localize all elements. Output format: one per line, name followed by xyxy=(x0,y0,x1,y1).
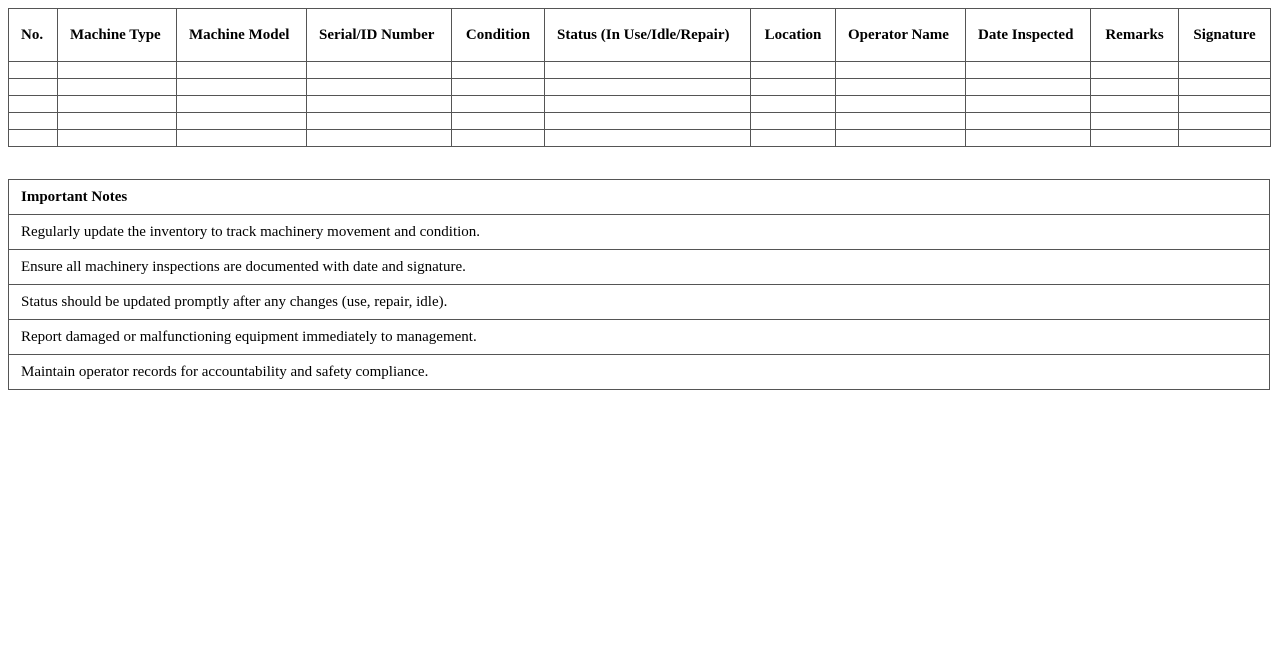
table-cell[interactable] xyxy=(177,62,307,79)
header-machine-model: Machine Model xyxy=(177,9,307,62)
table-cell[interactable] xyxy=(177,79,307,96)
note-item: Report damaged or malfunctioning equipment immediately to management. xyxy=(9,320,1270,355)
note-item: Status should be updated promptly after any changes (use, repair, idle). xyxy=(9,285,1270,320)
table-row xyxy=(9,96,1271,113)
inventory-header-row xyxy=(9,9,1271,62)
table-cell[interactable] xyxy=(966,96,1091,113)
header-operator-name: Operator Name xyxy=(836,9,966,62)
table-cell[interactable] xyxy=(9,130,58,147)
table-cell[interactable] xyxy=(307,113,452,130)
table-cell[interactable] xyxy=(545,130,751,147)
table-cell[interactable] xyxy=(1091,79,1179,96)
table-cell[interactable] xyxy=(58,113,177,130)
notes-title: Important Notes xyxy=(9,180,1270,215)
note-item: Ensure all machinery inspections are documented with date and signature. xyxy=(9,250,1270,285)
table-cell[interactable] xyxy=(452,96,545,113)
table-cell[interactable] xyxy=(58,62,177,79)
table-cell[interactable] xyxy=(1179,96,1271,113)
table-cell[interactable] xyxy=(1179,130,1271,147)
table-row xyxy=(9,79,1271,96)
table-cell[interactable] xyxy=(177,130,307,147)
header-condition: Condition xyxy=(452,9,545,62)
header-status: Status (In Use/Idle/Repair) xyxy=(545,9,751,62)
table-cell[interactable] xyxy=(836,113,966,130)
table-cell[interactable] xyxy=(836,62,966,79)
table-cell[interactable] xyxy=(452,130,545,147)
table-cell[interactable] xyxy=(307,79,452,96)
table-cell[interactable] xyxy=(836,96,966,113)
table-cell[interactable] xyxy=(751,79,836,96)
table-cell[interactable] xyxy=(751,62,836,79)
header-serial-id-number: Serial/ID Number xyxy=(307,9,452,62)
table-cell[interactable] xyxy=(751,96,836,113)
table-cell[interactable] xyxy=(966,130,1091,147)
table-cell[interactable] xyxy=(1179,79,1271,96)
table-cell[interactable] xyxy=(307,96,452,113)
table-cell[interactable] xyxy=(1091,130,1179,147)
header-date-inspected: Date Inspected xyxy=(966,9,1091,62)
table-cell[interactable] xyxy=(1091,96,1179,113)
table-cell[interactable] xyxy=(177,96,307,113)
table-cell[interactable] xyxy=(966,113,1091,130)
header-signature: Signature xyxy=(1179,9,1271,62)
table-cell[interactable] xyxy=(9,113,58,130)
note-item: Maintain operator records for accountability and safety compliance. xyxy=(9,355,1270,390)
table-cell[interactable] xyxy=(307,62,452,79)
table-cell[interactable] xyxy=(1179,62,1271,79)
table-cell[interactable] xyxy=(452,79,545,96)
table-cell[interactable] xyxy=(58,96,177,113)
table-cell[interactable] xyxy=(177,113,307,130)
machinery-inventory-table xyxy=(8,8,1271,147)
table-cell[interactable] xyxy=(545,79,751,96)
table-cell[interactable] xyxy=(452,62,545,79)
table-cell[interactable] xyxy=(751,130,836,147)
header-no: No. xyxy=(9,9,58,62)
table-cell[interactable] xyxy=(1091,113,1179,130)
table-cell[interactable] xyxy=(966,62,1091,79)
table-row xyxy=(9,62,1271,79)
table-cell[interactable] xyxy=(545,113,751,130)
table-cell[interactable] xyxy=(9,62,58,79)
table-cell[interactable] xyxy=(751,113,836,130)
table-cell[interactable] xyxy=(545,62,751,79)
note-item: Regularly update the inventory to track machinery movement and condition. xyxy=(9,215,1270,250)
table-cell[interactable] xyxy=(58,130,177,147)
header-remarks: Remarks xyxy=(1091,9,1179,62)
table-cell[interactable] xyxy=(836,79,966,96)
table-cell[interactable] xyxy=(966,79,1091,96)
header-location: Location xyxy=(751,9,836,62)
important-notes-table xyxy=(8,179,1270,390)
inventory-body xyxy=(9,62,1271,147)
header-machine-type: Machine Type xyxy=(58,9,177,62)
table-cell[interactable] xyxy=(9,79,58,96)
table-cell[interactable] xyxy=(545,96,751,113)
table-cell[interactable] xyxy=(836,130,966,147)
table-cell[interactable] xyxy=(1179,113,1271,130)
table-cell[interactable] xyxy=(452,113,545,130)
table-cell[interactable] xyxy=(307,130,452,147)
table-cell[interactable] xyxy=(58,79,177,96)
table-cell[interactable] xyxy=(9,96,58,113)
table-cell[interactable] xyxy=(1091,62,1179,79)
table-row xyxy=(9,130,1271,147)
table-row xyxy=(9,113,1271,130)
